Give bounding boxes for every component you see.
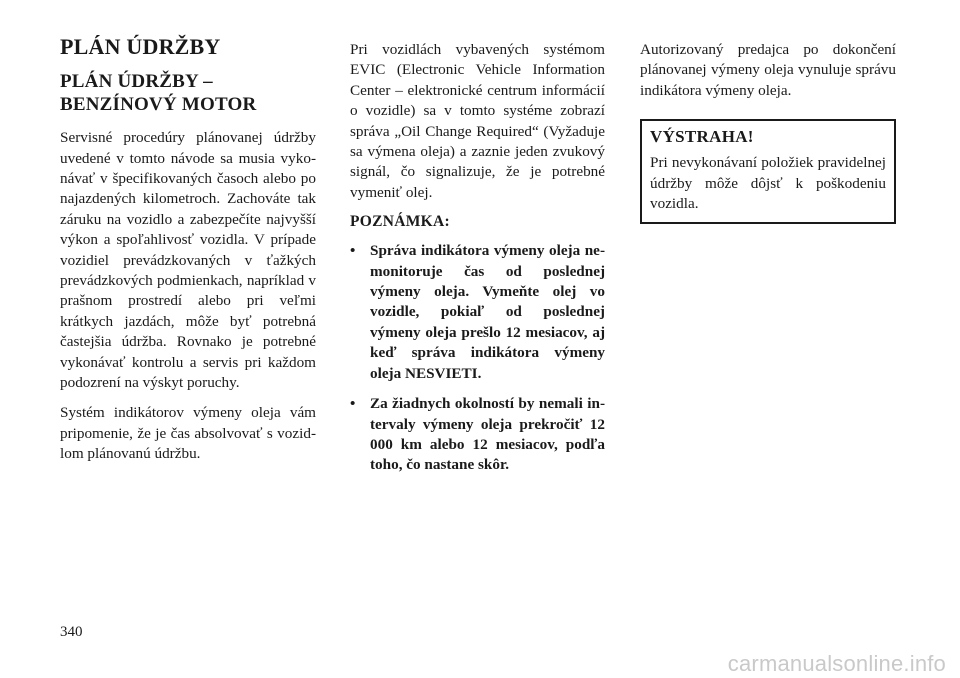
evic-paragraph: Pri vozidlách vybavených systémom EVIC (Electronic Vehicle Information Center – elektronické centrum informácií o vozidle) sa v tomto systéme zobrazí správa „Oil Change Required“ (Vyžaduje sa výmena oleja) a zaznie jeden zvukový signál, čo signalizuje, že je potrebné vymeniť olej.: [350, 41, 605, 201]
dealer-reset-paragraph: Autorizovaný predajca po dokončení plánovanej výmeny oleja vynuluje správu indikátora výmeny oleja.: [640, 41, 896, 99]
right-column: [640, 40, 896, 224]
middle-column: [350, 40, 605, 486]
note-title: POZNÁMKA:: [350, 213, 450, 231]
watermark: carmanualsonline.info: [727, 651, 946, 676]
note-item: [350, 394, 605, 476]
warning-text: Pri nevykonávaní položiek pravidelnej údržby môže dôjsť k poškodeniu vozidla.: [650, 154, 886, 213]
bullet-icon: •: [350, 395, 356, 413]
bullet-icon: •: [350, 242, 356, 260]
intro-paragraph: Servisné procedúry plánovanej údržby uvedené v tomto návode sa musia vykonávať v špecifikovaných časoch alebo po najazdených kilometroch. Zachováte tak záruku na vozidlo a zabezpečíte najvyšší výkon a spoľahlivosť vozidla. V prípade vozidiel prevádzkovaných v ťažkých prevádzkových podmienkach, napríklad v prašnom prostredí alebo pri veľmi krátkych jazdách, môže byť potrebná častejšia údržba. Rovnako je potrebné vykonávať kontrolu a servis pri každom podozrení na výskyt poruchy.: [60, 129, 316, 391]
warning-title: VÝSTRAHA!: [650, 127, 754, 147]
note-item-text: Za žiadnych okolností by nemali intervaly výmeny oleja prekročiť 12 000 km alebo 12 mesiacov, podľa toho, čo nastane skôr.: [370, 395, 605, 474]
note-item: [350, 241, 605, 384]
page-title: PLÁN ÚDRŽBY: [60, 34, 221, 59]
section-title: PLÁN ÚDRŽBY – BENZÍNOVÝ MOTOR: [60, 71, 257, 115]
note-item-text: Správa indikátora výmeny oleja nemonitoruje čas od poslednej výmeny oleja. Vymeňte olej vo vozidle, pokiaľ od poslednej výmeny oleja prešlo 12 mesiacov, aj keď správa indikátora výmeny oleja NESVIETI.: [370, 242, 605, 382]
oil-indicator-paragraph: Systém indikátorov výmeny oleja vám pripomenie, že je čas absolvovať s vozidlom plánovanú údržbu.: [60, 404, 316, 463]
note-list: [350, 241, 605, 475]
left-column: [60, 34, 316, 475]
warning-box: [640, 119, 896, 224]
page-number: 340: [60, 624, 83, 640]
